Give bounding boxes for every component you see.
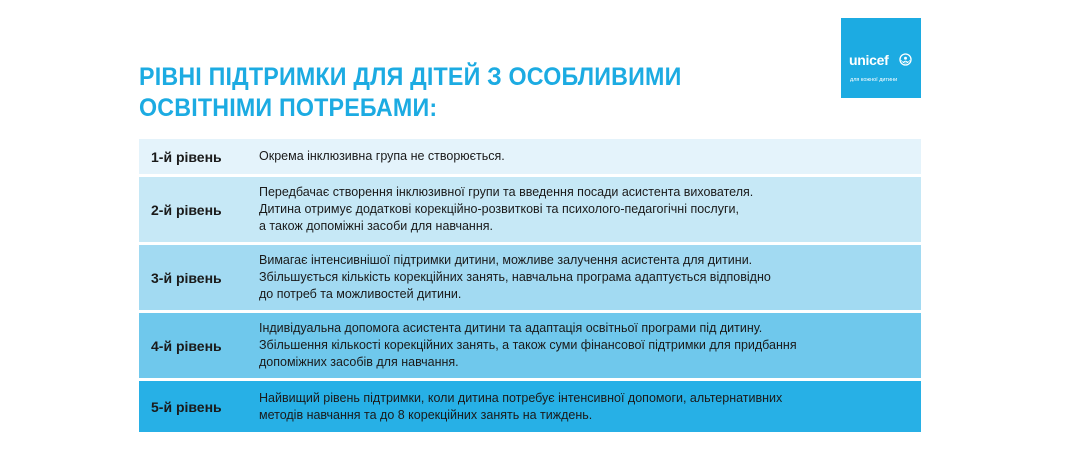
level-description	[259, 184, 921, 235]
level-label: 5-й рівень	[151, 398, 222, 415]
unicef-emblem-icon	[899, 53, 912, 66]
description-line: методів навчання та до 8 корекційних занять на тиждень.	[259, 407, 593, 422]
level-row-2	[139, 177, 921, 242]
logo-tagline: для кожної дитини	[850, 77, 898, 83]
level-row-5	[139, 381, 921, 432]
description-line: Вимагає інтенсивнішої підтримки дитини, можливе залучення асистента для дитини.	[259, 253, 753, 267]
description-line: Дитина отримує додаткові корекційно-розвиткові та психолого-педагогічні послуги,	[259, 202, 739, 216]
level-row-1	[139, 139, 921, 174]
level-row-3	[139, 245, 921, 310]
level-description	[259, 252, 921, 303]
description-line: Передбачає створення інклюзивної групи та введення посади асистента вихователя.	[259, 185, 754, 199]
description-line: Окрема інклюзивна група не створюється.	[259, 149, 505, 163]
description-line: а також допоміжні засоби для навчання.	[259, 219, 493, 233]
description-line: Найвищий рівень підтримки, коли дитина потребує інтенсивної допомоги, альтернативних	[259, 390, 783, 405]
level-description	[259, 390, 921, 424]
title-line-1: РІВНІ ПІДТРИМКИ ДЛЯ ДІТЕЙ З ОСОБЛИВИМИ	[139, 63, 682, 91]
description-line: допоміжних засобів для навчання.	[259, 355, 459, 369]
level-label: 3-й рівень	[151, 269, 222, 286]
level-row-4	[139, 313, 921, 378]
support-levels-table	[139, 139, 921, 435]
level-label: 1-й рівень	[151, 148, 222, 165]
description-line: Збільшення кількості корекційних занять, а також суми фінансової підтримки для придбання	[259, 338, 797, 352]
level-description	[259, 148, 921, 165]
level-label: 4-й рівень	[151, 337, 222, 354]
description-line: до потреб та можливостей дитини.	[259, 287, 462, 301]
description-line: Індивідуальна допомога асистента дитини та адаптація освітньої програми під дитину.	[259, 321, 763, 335]
unicef-logo	[841, 18, 921, 98]
level-description	[259, 320, 921, 371]
description-line: Збільшується кількість корекційних занять, навчальна програма адаптується відповідно	[259, 270, 771, 284]
page-title	[139, 62, 682, 124]
title-line-2: ОСВІТНІМИ ПОТРЕБАМИ:	[139, 94, 438, 122]
level-label: 2-й рівень	[151, 201, 222, 218]
logo-wordmark: unicef	[849, 52, 889, 68]
